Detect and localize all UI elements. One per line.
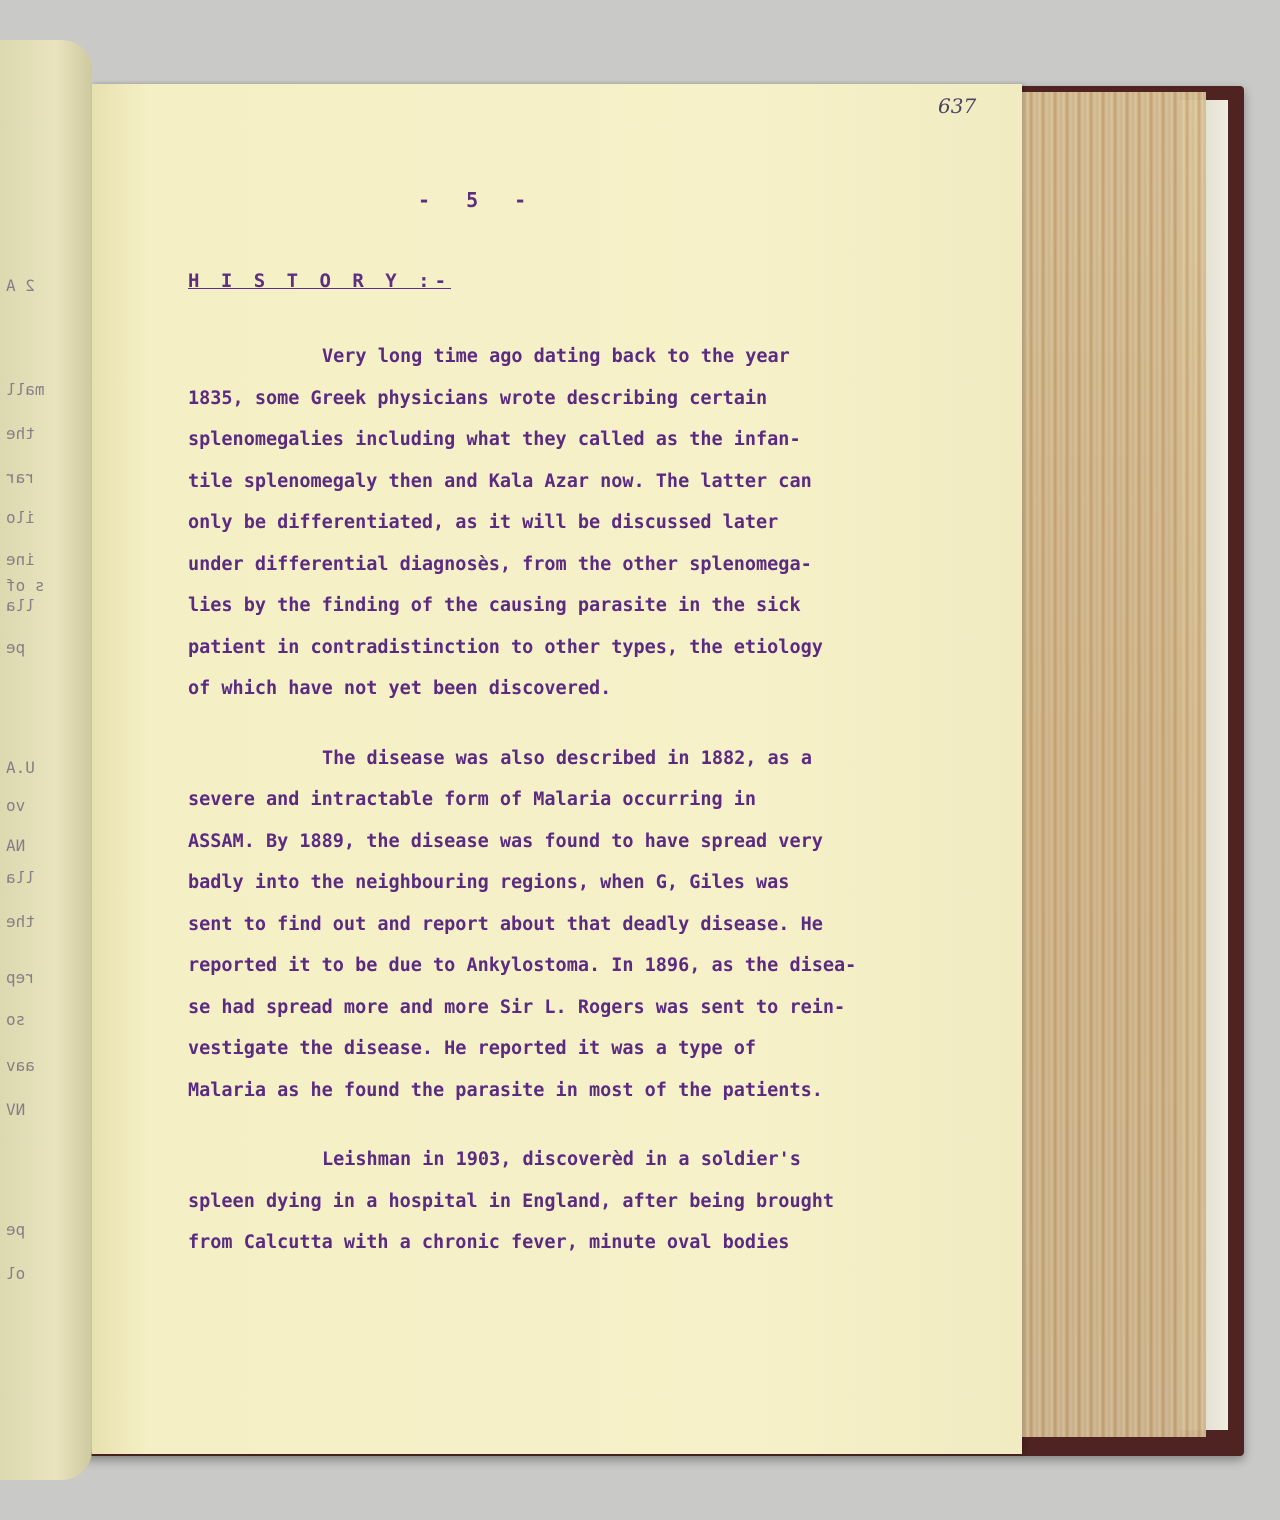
text-line: spleen dying in a hospital in England, after being brought — [188, 1190, 835, 1212]
text-line: of which have not yet been discovered. — [188, 678, 612, 699]
text-line: badly into the neighbouring regions, when G, Giles was — [188, 872, 790, 893]
left-page-fragment: pe — [6, 638, 26, 657]
left-page-fragment: 2 A — [6, 276, 35, 295]
text-line: splenomegalies including what they called as the infan- — [188, 429, 801, 450]
text-line: from Calcutta with a chronic fever, minute oval bodies — [188, 1232, 790, 1253]
left-page-fragment: the — [6, 912, 35, 931]
left-page-fragment: NV — [6, 1100, 26, 1119]
folio-number: 637 — [938, 94, 977, 118]
left-page-fragment: vo — [6, 796, 26, 815]
text-line: 1835, some Greek physicians wrote describing certain — [188, 387, 768, 409]
text-line: patient in contradistinction to other types, the etiology — [188, 636, 823, 658]
left-page-fragment: ol — [6, 1264, 26, 1283]
text-line: only be differentiated, as it will be discussed later — [188, 512, 779, 533]
text-line: vestigate the disease. He reported it was a type of — [188, 1038, 757, 1059]
left-page-fragment: the — [6, 424, 35, 443]
left-page-fragment: pe — [6, 1220, 26, 1239]
left-page-fragment: rar — [6, 468, 35, 487]
text-line: Very long time ago dating back to the year — [322, 346, 790, 367]
text-line: ASSAM. By 1889, the disease was found to have spread very — [188, 830, 823, 852]
left-page-fragment: mall — [6, 380, 45, 399]
section-heading: H I S T O R Y :- — [188, 270, 452, 292]
text-line: Malaria as he found the parasite in most of the patients. — [188, 1079, 823, 1101]
body-text — [188, 336, 998, 1264]
text-line: tile splenomegaly then and Kala Azar now. The latter can — [188, 470, 812, 492]
text-line: reported it to be due to Ankylostoma. In 1896, as the disea- — [188, 955, 857, 976]
left-page-fragment: NA — [6, 836, 26, 855]
left-page-fragment: ilo — [6, 508, 35, 527]
left-page-fragment: rep — [6, 968, 35, 987]
text-line: The disease was also described in 1882, as a — [322, 747, 813, 769]
page-number: - 5 - — [418, 188, 539, 212]
left-page-fragment: lla — [6, 596, 35, 615]
left-page-fragment: U.A — [6, 758, 35, 777]
left-page-fragment: so — [6, 1010, 26, 1029]
text-line: se had spread more and more Sir L. Rogers was sent to rein- — [188, 996, 846, 1018]
left-page-fragment: s of — [6, 576, 45, 595]
text-line: lies by the finding of the causing parasite in the sick — [188, 595, 801, 616]
left-page-fragment: ine — [6, 550, 35, 569]
text-line: under differential diagnosès, from the other splenomega- — [188, 553, 812, 575]
text-line: sent to find out and report about that deadly disease. He — [188, 913, 823, 935]
left-page-fragment: lla — [6, 868, 35, 887]
left-page-fragment: aav — [6, 1056, 35, 1075]
text-line: Leishman in 1903, discoverèd in a soldier's — [322, 1149, 801, 1170]
left-page — [0, 40, 92, 1480]
text-line: severe and intractable form of Malaria occurring in — [188, 789, 757, 810]
